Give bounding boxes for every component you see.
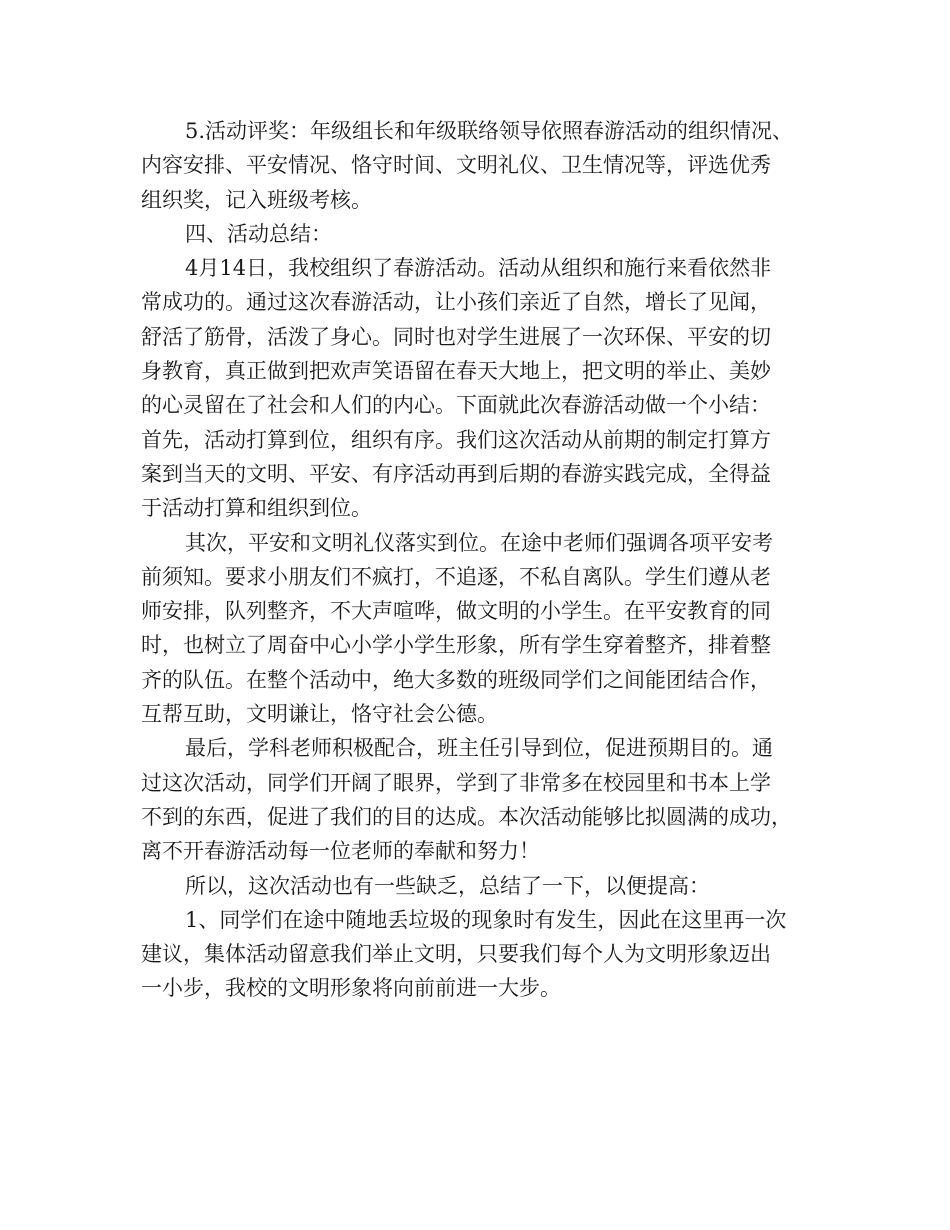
text-line: 最后，学科老师积极配合，班主任引导到位，促进预期目的。通 [185,736,773,761]
text-line: 时，也树立了周奋中心小学小学生形象，所有学生穿着整齐，排着整 [141,633,771,658]
text-line: 师安排，队列整齐，不大声喧哗，做文明的小学生。在平安教育的同 [141,599,771,624]
text-line: 于活动打算和组织到位。 [141,496,372,521]
text-line: 前须知。要求小朋友们不疯打，不追逐，不私自离队。学生们遵从老 [141,564,771,589]
text-line: 其次，平安和文明礼仪落实到位。在途中老师们强调各项平安考 [185,530,773,555]
text-line: 离不开春游活动每一位老师的奉献和努力！ [141,839,540,864]
text-line: 互帮互助，文明谦让，恪守社会公德。 [141,702,498,727]
text-line: 首先，活动打算到位，组织有序。我们这次活动从前期的制定打算方 [141,427,771,452]
text-line: 1、同学们在途中随地丢垃圾的现象时有发生，因此在这里再一次 [185,907,787,932]
text-line: 常成功的。通过这次春游活动，让小孩们亲近了自然，增长了见闻， [141,290,771,315]
text-line: 内容安排、平安情况、恪守时间、文明礼仪、卫生情况等，评选优秀 [141,153,771,178]
section-heading: 四、活动总结： [185,221,332,246]
document-body [141,114,827,1006]
text-line: 4月14日，我校组织了春游活动。活动从组织和施行来看依然非 [185,256,772,281]
text-line: 身教育，真正做到把欢声笑语留在春天大地上，把文明的举止、美妙 [141,359,771,384]
text-line: 案到当天的文明、平安、有序活动再到后期的春游实践完成，全得益 [141,461,771,486]
text-line: 一小步，我校的文明形象将向前前进一大步。 [141,976,561,1001]
text-line: 所以，这次活动也有一些缺乏，总结了一下，以便提高： [185,873,710,898]
text-line: 5.活动评奖：年级组长和年级联络领导依照春游活动的组织情况、 [185,119,794,143]
text-line: 建议，集体活动留意我们举止文明，只要我们每个人为文明形象迈出 [141,942,771,967]
text-line: 齐的队伍。在整个活动中，绝大多数的班级同学们之间能团结合作， [141,667,771,692]
text-line: 舒活了筋骨，活泼了身心。同时也对学生进展了一次环保、平安的切 [141,324,771,349]
text-line: 过这次活动，同学们开阔了眼界，学到了非常多在校园里和书本上学 [141,770,771,795]
text-line: 组织奖，记入班级考核。 [141,187,372,212]
text-line: 的心灵留在了社会和人们的内心。下面就此次春游活动做一个小结： [141,393,771,418]
text-line: 不到的东西，促进了我们的目的达成。本次活动能够比拟圆满的成功， [141,804,792,829]
